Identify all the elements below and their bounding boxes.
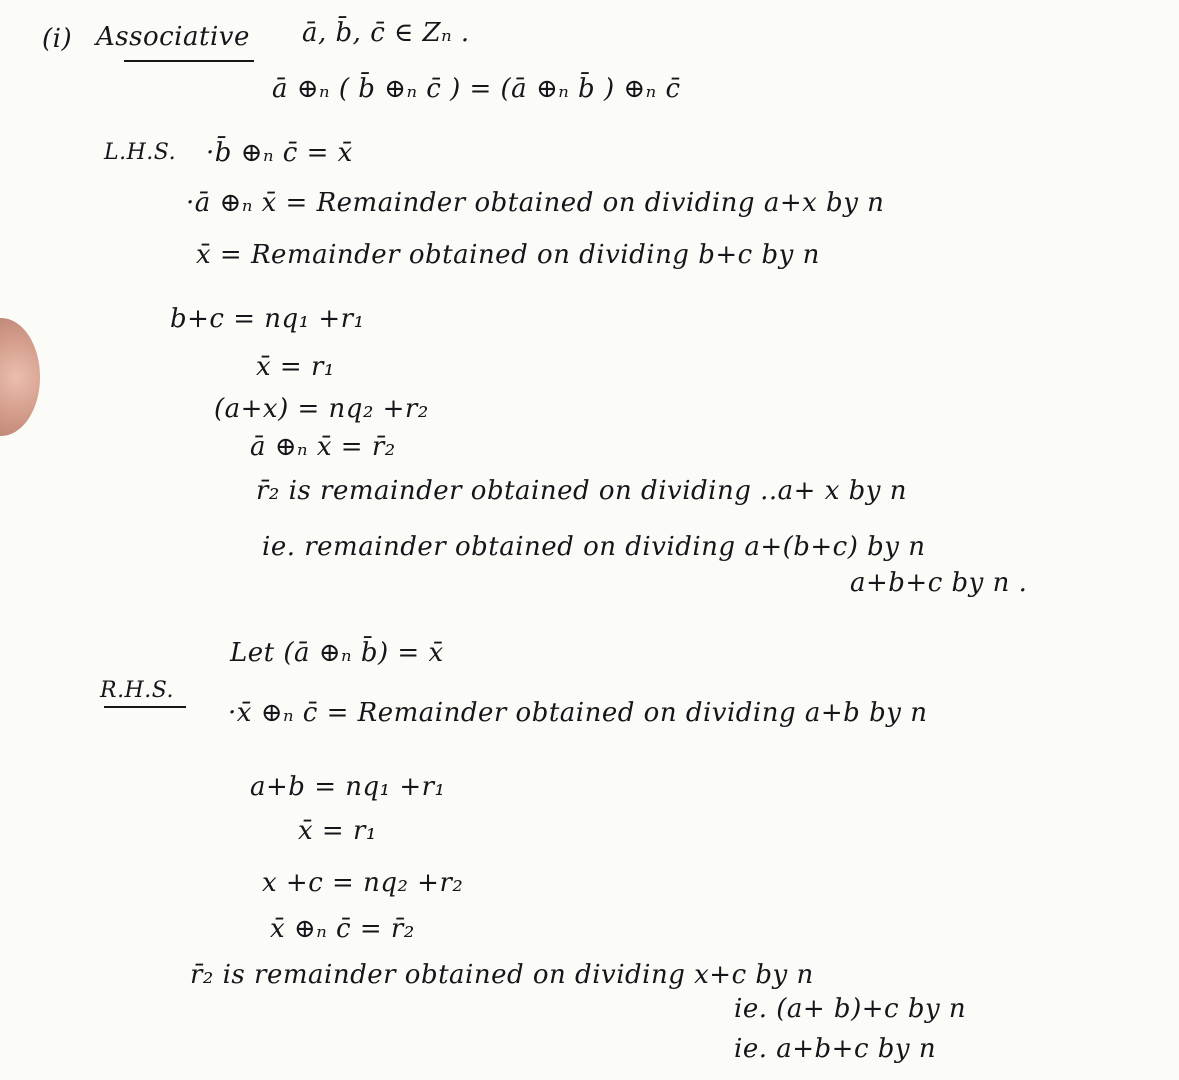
section-title: Associative	[96, 22, 250, 52]
lhs-line-10: a+b+c by n .	[850, 568, 1028, 598]
rhs-line-3: a+b = nq₁ +r₁	[250, 772, 446, 802]
set-statement: ā, b̄, c̄ ∈ Zₙ .	[302, 18, 470, 48]
lhs-line-3: x̄ = Remainder obtained on dividing b+c by n	[196, 240, 820, 270]
title-underline	[124, 60, 254, 62]
lhs-line-2: ·ā ⊕ₙ x̄ = Remainder obtained on dividing a+x by n	[186, 188, 885, 218]
lhs-line-9: ie. remainder obtained on dividing a+(b+c) by n	[262, 532, 926, 562]
lhs-label: L.H.S.	[104, 140, 177, 165]
rhs-line-6: x̄ ⊕ₙ c̄ = r̄₂	[270, 914, 415, 944]
thumb-shadow	[0, 318, 40, 436]
lhs-line-8: r̄₂ is remainder obtained on dividing ..a+ x by n	[256, 476, 907, 506]
rhs-label: R.H.S.	[100, 678, 175, 703]
lhs-line-1: ·b̄ ⊕ₙ c̄ = x̄	[206, 138, 353, 168]
rhs-line-7: r̄₂ is remainder obtained on dividing x+c by n	[190, 960, 814, 990]
rhs-line-4: x̄ = r₁	[298, 816, 377, 846]
rhs-underline	[104, 706, 186, 708]
lhs-line-5: x̄ = r₁	[256, 352, 335, 382]
lhs-line-6: (a+x) = nq₂ +r₂	[214, 394, 429, 424]
section-number: (i)	[42, 24, 73, 54]
rhs-line-5: x +c = nq₂ +r₂	[262, 868, 464, 898]
rhs-line-1: Let (ā ⊕ₙ b̄) = x̄	[230, 638, 444, 668]
lhs-line-4: b+c = nq₁ +r₁	[170, 304, 365, 334]
lhs-line-7: ā ⊕ₙ x̄ = r̄₂	[250, 432, 396, 462]
rhs-line-8: ie. (a+ b)+c by n	[734, 994, 967, 1024]
rhs-line-9: ie. a+b+c by n	[734, 1034, 937, 1064]
rhs-line-2: ·x̄ ⊕ₙ c̄ = Remainder obtained on dividing a+b by n	[228, 698, 928, 728]
associative-equation: ā ⊕ₙ ( b̄ ⊕ₙ c̄ ) = (ā ⊕ₙ b̄ ) ⊕ₙ c̄	[272, 74, 681, 104]
